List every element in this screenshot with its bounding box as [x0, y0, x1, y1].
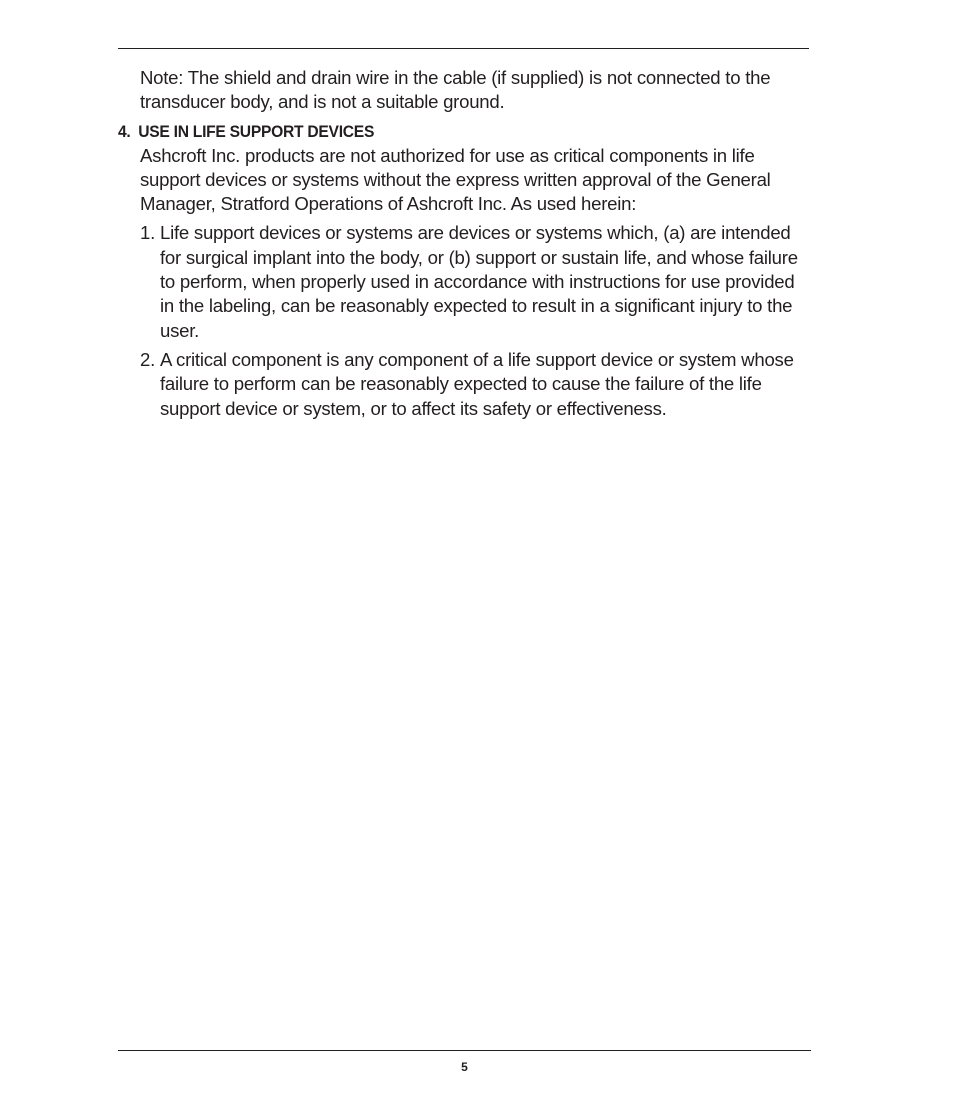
- list-item: [140, 348, 810, 421]
- section-title: USE IN LIFE SUPPORT DEVICES: [138, 121, 375, 141]
- list-item-text: A critical component is any component of a life support device or system whose failure to perform can be reasonably expected to cause the failure of the life support device or system, or to affect its safety or effectiveness.: [160, 348, 794, 419]
- page-number: 5: [461, 1060, 468, 1074]
- section-heading: [118, 120, 755, 144]
- definition-list: [140, 221, 810, 420]
- list-item-text: Life support devices or systems are devices or systems which, (a) are intended for surgical implant into the body, or (b) support or sustain life, and whose failure to perform, when properly used in accordance with instructions for use provided in the labeling, can be reasonably expected to result in a significant injury to the user.: [160, 222, 798, 341]
- list-item-number: 1.: [140, 222, 156, 244]
- list-item: [140, 221, 810, 342]
- footer-rule: [118, 1050, 811, 1051]
- section-number: 4.: [118, 121, 131, 141]
- shield-note: Note: The shield and drain wire in the cable (if supplied) is not connected to the transducer body, and is not a suitable ground.: [140, 67, 771, 113]
- page-body: [118, 66, 810, 426]
- header-rule: [118, 48, 809, 49]
- list-item-number: 2.: [140, 348, 156, 370]
- section-intro: Ashcroft Inc. products are not authorized for use as critical components in life support devices or systems without the express written approval of the General Manager, Stratford Operations of Ashcroft Inc. As used herein:: [140, 144, 771, 215]
